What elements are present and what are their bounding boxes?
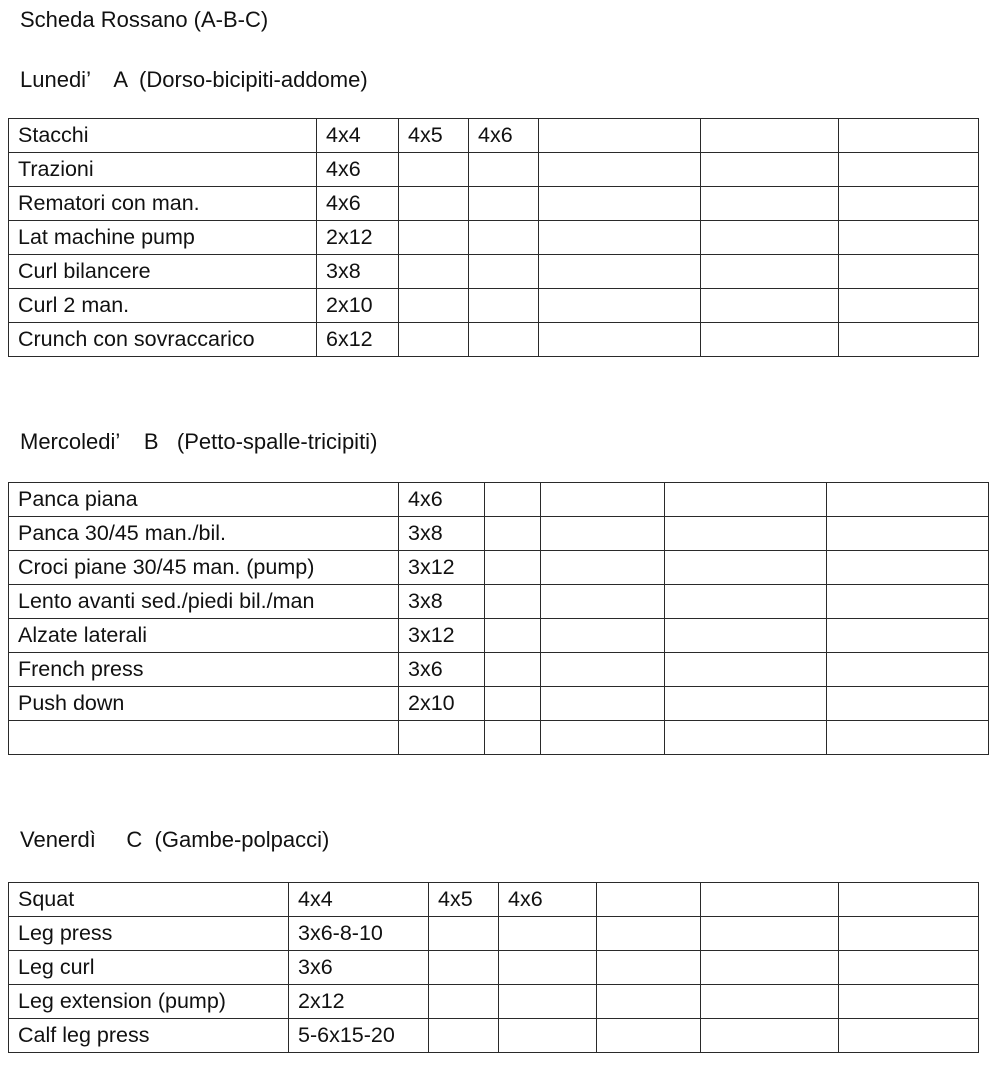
progression-cell: 4x5 [429, 883, 499, 917]
sets-reps-cell: 2x10 [317, 289, 399, 323]
log-cell [539, 323, 701, 357]
log-cell [839, 917, 979, 951]
exercise-row [9, 323, 979, 357]
log-cell [597, 951, 701, 985]
exercise-row [9, 883, 979, 917]
log-cell [701, 187, 839, 221]
progression-cell [541, 687, 665, 721]
exercise-row [9, 585, 989, 619]
progression-cell [541, 551, 665, 585]
exercise-row [9, 951, 979, 985]
sets-reps-cell: 4x4 [289, 883, 429, 917]
section-c-table [8, 882, 979, 1053]
log-cell [827, 517, 989, 551]
sets-reps-cell: 3x6 [289, 951, 429, 985]
log-cell [827, 619, 989, 653]
progression-cell [485, 517, 541, 551]
log-cell [665, 619, 827, 653]
log-cell [827, 551, 989, 585]
exercise-name-cell: Panca piana [9, 483, 399, 517]
progression-cell [499, 951, 597, 985]
section-c-heading: Venerdì C (Gambe-polpacci) [20, 827, 330, 852]
progression-cell [499, 985, 597, 1019]
sets-reps-cell: 3x6 [399, 653, 485, 687]
log-cell [665, 517, 827, 551]
section-b-table [8, 482, 989, 755]
exercise-row [9, 517, 989, 551]
log-cell [827, 687, 989, 721]
log-cell [597, 883, 701, 917]
exercise-name-cell: Crunch con sovraccarico [9, 323, 317, 357]
exercise-name-cell: Panca 30/45 man./bil. [9, 517, 399, 551]
progression-cell: 4x6 [499, 883, 597, 917]
log-cell [827, 721, 989, 755]
sets-reps-cell: 4x6 [399, 483, 485, 517]
exercise-name-cell: Curl bilancere [9, 255, 317, 289]
progression-cell [469, 255, 539, 289]
progression-cell [429, 1019, 499, 1053]
progression-cell [429, 985, 499, 1019]
progression-cell [541, 517, 665, 551]
progression-cell [541, 585, 665, 619]
progression-cell [499, 1019, 597, 1053]
log-cell [701, 883, 839, 917]
exercise-name-cell: Calf leg press [9, 1019, 289, 1053]
log-cell [701, 323, 839, 357]
progression-cell [469, 289, 539, 323]
exercise-name-cell [9, 721, 399, 755]
exercise-row [9, 255, 979, 289]
exercise-name-cell: Leg curl [9, 951, 289, 985]
sets-reps-cell: 2x10 [399, 687, 485, 721]
progression-cell [541, 483, 665, 517]
sets-reps-cell: 3x12 [399, 619, 485, 653]
sets-reps-cell: 4x6 [317, 187, 399, 221]
log-cell [665, 687, 827, 721]
log-cell [597, 917, 701, 951]
log-cell [701, 255, 839, 289]
log-cell [597, 985, 701, 1019]
log-cell [839, 1019, 979, 1053]
log-cell [701, 917, 839, 951]
section-a-table [8, 118, 979, 357]
sets-reps-cell: 4x6 [317, 153, 399, 187]
log-cell [539, 255, 701, 289]
progression-cell [541, 653, 665, 687]
log-cell [839, 153, 979, 187]
progression-cell [399, 289, 469, 323]
exercise-name-cell: Trazioni [9, 153, 317, 187]
log-cell [665, 551, 827, 585]
progression-cell [485, 619, 541, 653]
sets-reps-cell: 5-6x15-20 [289, 1019, 429, 1053]
log-cell [839, 255, 979, 289]
log-cell [839, 289, 979, 323]
progression-cell [399, 153, 469, 187]
log-cell [539, 119, 701, 153]
exercise-name-cell: Push down [9, 687, 399, 721]
exercise-row [9, 153, 979, 187]
exercise-name-cell: Squat [9, 883, 289, 917]
progression-cell [485, 721, 541, 755]
exercise-name-cell: Leg press [9, 917, 289, 951]
log-cell [701, 221, 839, 255]
progression-cell [399, 323, 469, 357]
exercise-row [9, 1019, 979, 1053]
exercise-name-cell: Leg extension (pump) [9, 985, 289, 1019]
exercise-name-cell: Croci piane 30/45 man. (pump) [9, 551, 399, 585]
sets-reps-cell: 6x12 [317, 323, 399, 357]
exercise-name-cell: Lat machine pump [9, 221, 317, 255]
progression-cell [485, 551, 541, 585]
exercise-name-cell: Curl 2 man. [9, 289, 317, 323]
section-a-heading: Lunedi’ A (Dorso-bicipiti-addome) [20, 67, 368, 92]
log-cell [597, 1019, 701, 1053]
progression-cell [399, 255, 469, 289]
log-cell [839, 323, 979, 357]
exercise-row [9, 917, 979, 951]
progression-cell [485, 483, 541, 517]
log-cell [701, 951, 839, 985]
log-cell [539, 153, 701, 187]
log-cell [665, 483, 827, 517]
progression-cell [485, 687, 541, 721]
exercise-row [9, 187, 979, 221]
progression-cell [399, 187, 469, 221]
log-cell [539, 289, 701, 323]
exercise-row [9, 721, 989, 755]
exercise-row [9, 483, 989, 517]
progression-cell [429, 951, 499, 985]
log-cell [701, 985, 839, 1019]
log-cell [839, 187, 979, 221]
log-cell [539, 221, 701, 255]
sets-reps-cell: 2x12 [317, 221, 399, 255]
progression-cell [485, 653, 541, 687]
log-cell [827, 585, 989, 619]
progression-cell [429, 917, 499, 951]
log-cell [701, 119, 839, 153]
progression-cell: 4x5 [399, 119, 469, 153]
log-cell [839, 985, 979, 1019]
log-cell [839, 119, 979, 153]
progression-cell [469, 187, 539, 221]
sets-reps-cell: 3x8 [317, 255, 399, 289]
log-cell [827, 653, 989, 687]
exercise-row [9, 289, 979, 323]
log-cell [839, 883, 979, 917]
log-cell [539, 187, 701, 221]
progression-cell [499, 917, 597, 951]
progression-cell [485, 585, 541, 619]
sets-reps-cell: 3x6-8-10 [289, 917, 429, 951]
progression-cell [469, 153, 539, 187]
sets-reps-cell: 3x8 [399, 585, 485, 619]
log-cell [665, 585, 827, 619]
exercise-row [9, 985, 979, 1019]
exercise-row [9, 119, 979, 153]
log-cell [839, 951, 979, 985]
progression-cell [469, 323, 539, 357]
log-cell [701, 289, 839, 323]
sets-reps-cell: 3x12 [399, 551, 485, 585]
log-cell [827, 483, 989, 517]
log-cell [839, 221, 979, 255]
document-title: Scheda Rossano (A-B-C) [20, 7, 269, 32]
sets-reps-cell: 3x8 [399, 517, 485, 551]
exercise-row [9, 687, 989, 721]
progression-cell [541, 619, 665, 653]
exercise-name-cell: Stacchi [9, 119, 317, 153]
exercise-row [9, 221, 979, 255]
sets-reps-cell: 4x4 [317, 119, 399, 153]
exercise-row [9, 619, 989, 653]
exercise-name-cell: French press [9, 653, 399, 687]
sets-reps-cell: 2x12 [289, 985, 429, 1019]
progression-cell: 4x6 [469, 119, 539, 153]
log-cell [701, 1019, 839, 1053]
exercise-name-cell: Rematori con man. [9, 187, 317, 221]
sets-reps-cell [399, 721, 485, 755]
log-cell [665, 721, 827, 755]
section-b-heading: Mercoledi’ B (Petto-spalle-tricipiti) [20, 429, 378, 454]
progression-cell [469, 221, 539, 255]
exercise-row [9, 653, 989, 687]
progression-cell [399, 221, 469, 255]
progression-cell [541, 721, 665, 755]
exercise-row [9, 551, 989, 585]
exercise-name-cell: Lento avanti sed./piedi bil./man [9, 585, 399, 619]
exercise-name-cell: Alzate laterali [9, 619, 399, 653]
log-cell [665, 653, 827, 687]
log-cell [701, 153, 839, 187]
